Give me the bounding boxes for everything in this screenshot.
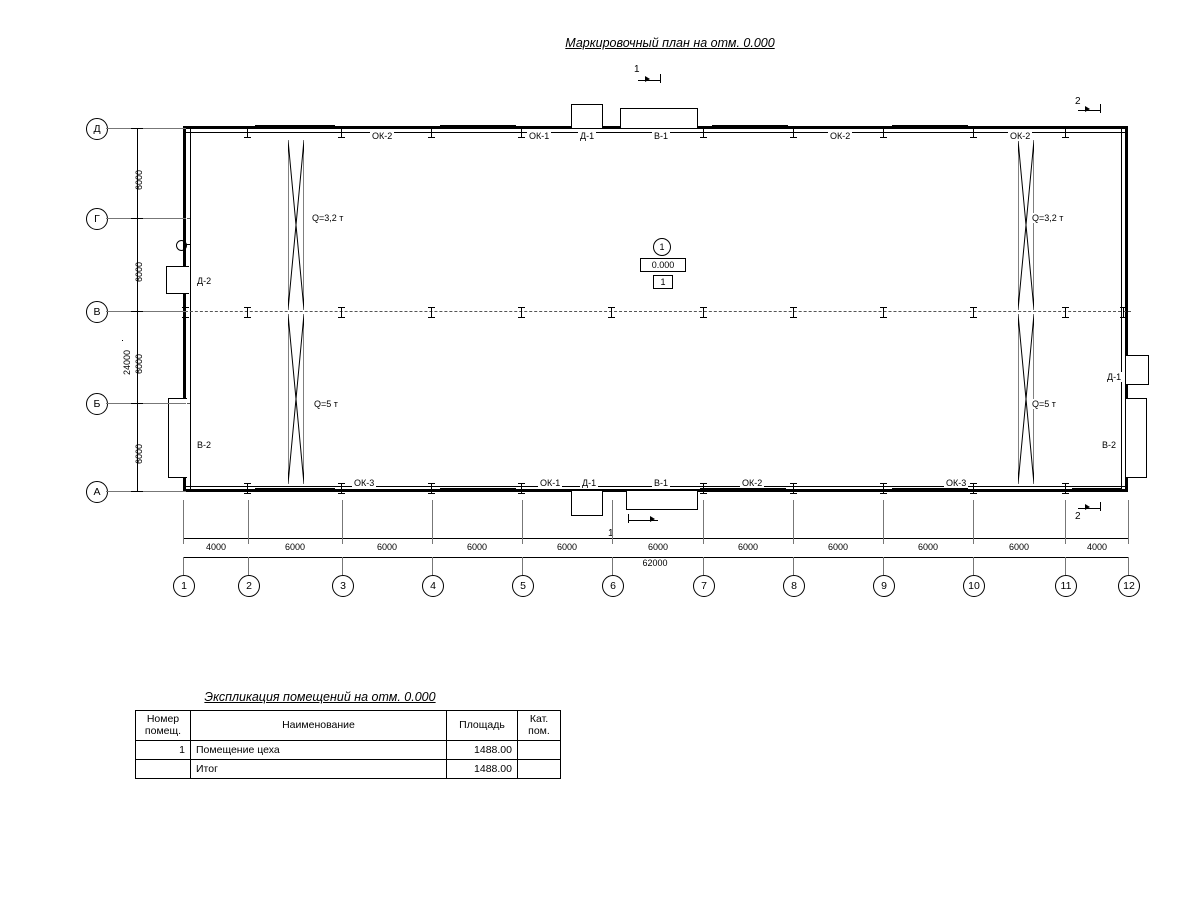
column-mark <box>428 307 435 318</box>
gate-v2-right <box>1126 398 1147 478</box>
vdim-total-label: 24000 <box>122 349 132 375</box>
hbubble-leader-4 <box>432 557 433 575</box>
vestibule-bottom-right <box>626 491 698 510</box>
opening-label-ok1-top: ОК-1 <box>529 131 550 141</box>
column-mark <box>700 307 707 318</box>
vdim-tick-d <box>131 128 143 129</box>
hdim-label-11: 4000 <box>1086 542 1108 552</box>
hdim-label-10: 6000 <box>1008 542 1030 552</box>
opening-label-ok3-bottom-2: ОК-3 <box>946 478 967 488</box>
axis-bubble-6[interactable]: 6 <box>602 575 624 597</box>
floor-number-box: 1 <box>653 275 673 289</box>
hbubble-leader-6 <box>612 557 613 575</box>
axis-bubble-1[interactable]: 1 <box>173 575 195 597</box>
section-mark-1-top-label: 1 <box>634 64 640 75</box>
cell-category <box>518 760 561 779</box>
cell-room-name: Итог <box>191 760 447 779</box>
column-mark <box>518 127 525 138</box>
header-room-name: Наименование <box>191 711 447 741</box>
axis-bubble-2[interactable]: 2 <box>238 575 260 597</box>
cell-area: 1488.00 <box>447 741 518 760</box>
section-mark-1-top-tick <box>660 74 661 83</box>
section-mark-1-bottom-label: 1 <box>608 528 614 539</box>
window-run-top-3 <box>712 125 788 129</box>
header-category <box>518 711 561 741</box>
axis-bubble-11[interactable]: 11 <box>1055 575 1077 597</box>
vdim-total-line <box>122 340 123 341</box>
opening-label-ok2-top-1: ОК-2 <box>372 131 393 141</box>
axis-leader-g <box>106 218 186 219</box>
cell-area: 1488.00 <box>447 760 518 779</box>
vdim-label-2: 6000 <box>134 261 144 282</box>
window-run-bottom-4 <box>892 488 968 492</box>
section-mark-2-bottom-arrow <box>1085 504 1090 510</box>
axis-leader-d <box>106 128 186 129</box>
crane-label-top-right: Q=3,2 т <box>1032 213 1064 223</box>
hdim-chain-line <box>183 538 1128 539</box>
header-area: Площадь <box>447 711 518 741</box>
hbubble-leader-3 <box>342 557 343 575</box>
opening-label-v2-left: В-2 <box>197 440 212 450</box>
opening-label-ok3-bottom-1: ОК-3 <box>354 478 375 488</box>
column-mark <box>1062 127 1069 138</box>
column-mark <box>338 483 345 494</box>
door-d2-left <box>166 266 189 294</box>
window-run-bottom-3 <box>700 488 786 492</box>
window-run-top-4 <box>892 125 968 129</box>
opening-label-v1-bottom: В-1 <box>654 478 669 488</box>
axis-bubble-9[interactable]: 9 <box>873 575 895 597</box>
column-mark <box>970 127 977 138</box>
column-mark <box>880 307 887 318</box>
window-run-bottom-5 <box>1072 488 1122 492</box>
vdim-tick-b <box>131 403 143 404</box>
hdim-ext-4 <box>432 500 433 544</box>
hbubble-leader-11 <box>1065 557 1066 575</box>
hdim-label-5: 6000 <box>556 542 578 552</box>
column-mark <box>880 127 887 138</box>
crane-label-bottom-right: Q=5 т <box>1032 399 1056 409</box>
column-mark <box>700 127 707 138</box>
vestibule-top-right <box>620 108 698 128</box>
section-mark-2-top-label: 2 <box>1075 96 1081 107</box>
column-mark <box>244 483 251 494</box>
axis-bubble-g[interactable]: Г <box>86 208 108 230</box>
opening-label-d1-top: Д-1 <box>580 131 595 141</box>
hdim-ext-11 <box>1065 500 1066 544</box>
axis-leader-b <box>106 403 186 404</box>
hdim-ext-6 <box>612 500 613 544</box>
bracing-bottom-left <box>288 314 304 484</box>
hdim-label-7: 6000 <box>737 542 759 552</box>
section-mark-2-top-tick <box>1100 104 1101 113</box>
axis-bubble-3[interactable]: 3 <box>332 575 354 597</box>
header-category-line1: Кат. <box>529 713 549 725</box>
table-header-row <box>136 711 561 741</box>
cell-room-number: 1 <box>136 741 191 760</box>
column-mark <box>1062 483 1069 494</box>
axis-bubble-b[interactable]: Б <box>86 393 108 415</box>
axis-bubble-10[interactable]: 10 <box>963 575 985 597</box>
column-mark <box>428 127 435 138</box>
column-mark <box>970 483 977 494</box>
axis-bubble-v[interactable]: В <box>86 301 108 323</box>
left-wall-detail-circle <box>176 240 187 251</box>
vestibule-top-left <box>571 104 603 128</box>
opening-label-ok2-top-2: ОК-2 <box>830 131 851 141</box>
section-mark-2-bottom-label: 2 <box>1075 511 1081 522</box>
column-mark <box>428 483 435 494</box>
hdim-ext-1 <box>183 500 184 544</box>
explication-title: Экспликация помещений на отм. 0.000 <box>204 690 436 704</box>
room-number-bubble: 1 <box>653 238 671 256</box>
hdim-label-1: 4000 <box>205 542 227 552</box>
hdim-ext-5 <box>522 500 523 544</box>
hbubble-leader-5 <box>522 557 523 575</box>
hdim-label-9: 6000 <box>917 542 939 552</box>
column-mark <box>790 127 797 138</box>
crane-label-top-left: Q=3,2 т <box>312 213 344 223</box>
column-mark <box>182 307 189 318</box>
hbubble-leader-12 <box>1128 557 1129 575</box>
hdim-ext-3 <box>342 500 343 544</box>
left-wall-detail-line <box>183 244 191 245</box>
bracing-top-right <box>1018 140 1034 310</box>
vdim-label-3: 6000 <box>134 353 144 374</box>
window-run-bottom-2 <box>440 488 516 492</box>
hbubble-leader-9 <box>883 557 884 575</box>
header-category-line2: пом. <box>528 724 550 737</box>
section-mark-1-top-arrow <box>645 76 650 82</box>
hdim-label-6: 6000 <box>647 542 669 552</box>
window-run-top-2 <box>440 125 516 129</box>
opening-label-d1-right: Д-1 <box>1107 372 1122 382</box>
vestibule-bottom-left <box>571 491 603 516</box>
opening-label-ok2-bottom: ОК-2 <box>742 478 763 488</box>
elevation-value: 0.000 <box>640 258 686 272</box>
window-run-top-1 <box>255 125 335 129</box>
column-mark <box>970 307 977 318</box>
opening-label-ok2-top-3: ОК-2 <box>1010 131 1031 141</box>
cell-room-number <box>136 760 191 779</box>
crane-label-bottom-left: Q=5 т <box>314 399 338 409</box>
hbubble-leader-10 <box>973 557 974 575</box>
column-mark <box>790 307 797 318</box>
axis-bubble-12[interactable]: 12 <box>1118 575 1140 597</box>
header-room-number-line2: помещ. <box>144 724 182 737</box>
column-mark <box>518 483 525 494</box>
column-mark <box>790 483 797 494</box>
vdim-tick-v <box>131 311 143 312</box>
column-mark <box>880 483 887 494</box>
hdim-ext-7 <box>703 500 704 544</box>
table-row <box>136 741 561 760</box>
header-room-number-line1: Номер <box>146 713 180 725</box>
window-run-bottom-1 <box>255 488 335 492</box>
axis-bubble-d[interactable]: Д <box>86 118 108 140</box>
hdim-label-3: 6000 <box>376 542 398 552</box>
opening-label-ok1-bottom: ОК-1 <box>540 478 561 488</box>
opening-label-v2-right: В-2 <box>1102 440 1117 450</box>
hbubble-leader-1 <box>183 557 184 575</box>
column-mark <box>1120 307 1127 318</box>
column-mark <box>1062 307 1069 318</box>
axis-bubble-4[interactable]: 4 <box>422 575 444 597</box>
opening-label-d1-bottom: Д-1 <box>582 478 597 488</box>
hdim-total-label: 62000 <box>605 558 705 568</box>
section-mark-2-bottom-tick <box>1100 502 1101 511</box>
axis-bubble-5[interactable]: 5 <box>512 575 534 597</box>
hbubble-leader-7 <box>703 557 704 575</box>
axis-line-v <box>135 311 1131 312</box>
column-mark <box>338 307 345 318</box>
vdim-label-1: 6000 <box>134 169 144 190</box>
hdim-label-2: 6000 <box>284 542 306 552</box>
cell-category <box>518 741 561 760</box>
section-mark-1-bottom-tick <box>628 514 629 523</box>
hdim-ext-12 <box>1128 500 1129 544</box>
opening-label-d2-left: Д-2 <box>197 276 212 286</box>
hbubble-leader-2 <box>248 557 249 575</box>
wall-left-inner <box>190 129 191 489</box>
bracing-top-left <box>288 140 304 310</box>
explication-table <box>135 710 561 779</box>
column-mark <box>244 127 251 138</box>
column-mark <box>518 307 525 318</box>
hdim-ext-2 <box>248 500 249 544</box>
opening-label-v1-top: В-1 <box>654 131 669 141</box>
axis-bubble-8[interactable]: 8 <box>783 575 805 597</box>
vdim-tick-g <box>131 218 143 219</box>
axis-leader-v <box>106 311 186 312</box>
axis-bubble-7[interactable]: 7 <box>693 575 715 597</box>
cell-room-name: Помещение цеха <box>191 741 447 760</box>
vdim-label-4: 6000 <box>134 443 144 464</box>
vdim-tick-a <box>131 491 143 492</box>
table-row <box>136 760 561 779</box>
header-room-number <box>136 711 191 741</box>
axis-leader-a <box>106 491 186 492</box>
axis-bubble-a[interactable]: А <box>86 481 108 503</box>
hdim-ext-9 <box>883 500 884 544</box>
hbubble-leader-8 <box>793 557 794 575</box>
column-mark <box>244 307 251 318</box>
column-mark <box>608 307 615 318</box>
hdim-ext-8 <box>793 500 794 544</box>
hdim-ext-10 <box>973 500 974 544</box>
section-mark-2-top-arrow <box>1085 106 1090 112</box>
hdim-label-4: 6000 <box>466 542 488 552</box>
door-d1-right <box>1126 355 1149 385</box>
page-title: Маркировочный план на отм. 0.000 <box>565 36 775 50</box>
gate-v2-left <box>168 398 187 478</box>
hdim-label-8: 6000 <box>827 542 849 552</box>
section-mark-1-bottom-arrow <box>650 516 655 522</box>
column-mark <box>338 127 345 138</box>
